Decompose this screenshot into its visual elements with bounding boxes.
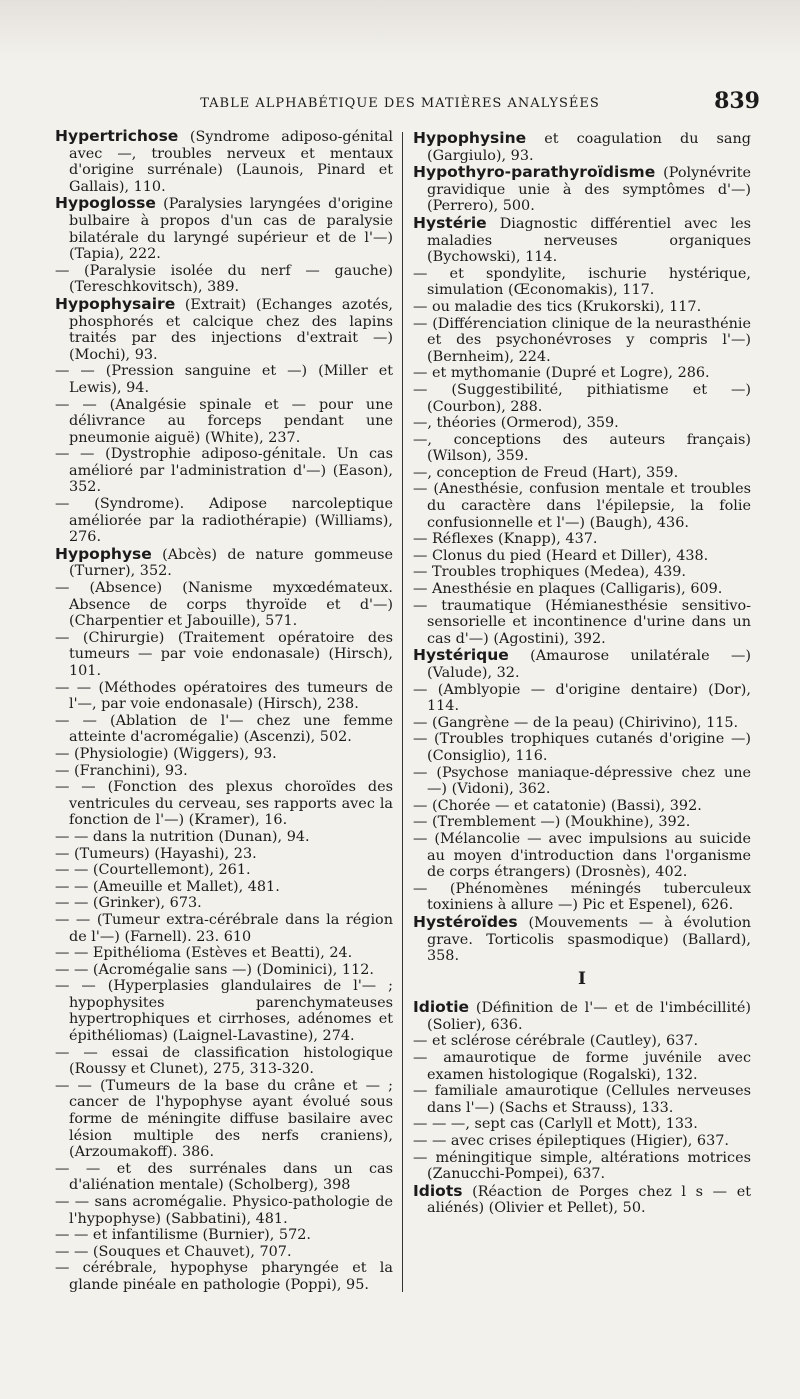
index-subentry bbox=[413, 481, 751, 531]
entry-text: — — (Grinker), 673. bbox=[55, 895, 202, 912]
index-entry bbox=[413, 914, 751, 965]
index-entry bbox=[413, 164, 751, 215]
index-subentry bbox=[413, 682, 751, 715]
entry-text: — — (Méthodes opératoires des tumeurs de l'—, par voie endonasale) (Hirsch), 238. bbox=[55, 679, 393, 713]
entry-text: (Mouvements — à évolution grave. Torticolis spasmodique) (Ballard), 358. bbox=[427, 914, 751, 965]
index-entry bbox=[413, 1183, 751, 1217]
index-subentry bbox=[55, 630, 393, 680]
index-subentry bbox=[413, 598, 751, 648]
index-subentry bbox=[413, 564, 751, 581]
entry-text: (Abcès) de nature gommeuse (Turner), 352. bbox=[69, 546, 393, 580]
index-subentry bbox=[55, 1078, 393, 1161]
entry-text: — — —, sept cas (Carlyll et Mott), 133. bbox=[413, 1116, 698, 1133]
index-subentry bbox=[55, 713, 393, 746]
index-subentry bbox=[413, 1050, 751, 1083]
index-subentry bbox=[413, 531, 751, 548]
entry-text: — (Syndrome). Adipose narcoleptique améliorée par la radiothérapie) (Williams), 276. bbox=[55, 496, 393, 546]
index-subentry bbox=[413, 881, 751, 914]
running-title: TABLE ALPHABÉTIQUE DES MATIÈRES ANALYSÉES bbox=[200, 96, 600, 111]
index-term: Idiotie bbox=[413, 998, 470, 1017]
entry-text: — (Franchini), 93. bbox=[55, 762, 188, 779]
index-subentry bbox=[55, 1260, 393, 1293]
entry-text: — — (Acromégalie sans —) (Dominici), 112. bbox=[55, 961, 374, 978]
entry-text: — (Absence) (Nanisme myxœdémateux. Absence de corps thyroïde et d'—) (Charpentier et Jabouille), 571. bbox=[55, 580, 393, 630]
index-subentry bbox=[55, 446, 393, 496]
index-subentry bbox=[413, 798, 751, 815]
entry-text: — (Psychose maniaque-dépressive chez une —) (Vidoni), 362. bbox=[413, 764, 751, 798]
section-letter: I bbox=[578, 968, 586, 989]
index-term: Hystérique bbox=[413, 646, 509, 665]
entry-text: — (Physiologie) (Wiggers), 93. bbox=[55, 745, 277, 762]
entry-text: — — (Ameuille et Mallet), 481. bbox=[55, 878, 280, 895]
index-subentry bbox=[55, 978, 393, 1044]
page-header bbox=[40, 88, 760, 118]
index-subentry bbox=[413, 831, 751, 881]
index-term: Hypoglosse bbox=[55, 194, 156, 213]
index-subentry bbox=[55, 1045, 393, 1078]
index-entry bbox=[413, 999, 751, 1033]
index-subentry bbox=[413, 299, 751, 316]
index-subentry bbox=[55, 580, 393, 630]
entry-text: — (Gangrène — de la peau) (Chirivino), 115. bbox=[413, 714, 739, 731]
entry-text: — — Epithélioma (Estèves et Beatti), 24. bbox=[55, 945, 353, 962]
entry-text: — (Paralysie isolée du nerf — gauche) (Tereschkovitsch), 389. bbox=[55, 262, 393, 296]
entry-text: (Extrait) (Echanges azotés, phosphorés et calcique chez des lapins traités par des injections d'extrait —) (Mochi), 93. bbox=[69, 296, 393, 363]
index-subentry bbox=[55, 1194, 393, 1227]
index-entry bbox=[55, 195, 393, 262]
entry-text: — — (Fonction des plexus choroïdes des ventricules du cerveau, ses rapports avec la fonction de l'—) (Kramer), 16. bbox=[55, 779, 393, 829]
index-subentry bbox=[413, 415, 751, 432]
index-subentry bbox=[55, 363, 393, 396]
index-term: Hystérie bbox=[413, 213, 487, 232]
index-term: Hypothyro-parathyroïdisme bbox=[413, 163, 656, 182]
index-subentry bbox=[413, 1116, 751, 1133]
index-entry bbox=[413, 215, 751, 266]
index-subentry bbox=[55, 746, 393, 763]
entry-text: — familiale amaurotique (Cellules nerveuses dans l'—) (Sachs et Strauss), 133. bbox=[413, 1083, 751, 1116]
entry-text: et coagulation du sang (Gargiulo), 93. bbox=[427, 131, 751, 164]
column-divider bbox=[402, 132, 403, 1292]
index-subentry bbox=[413, 1033, 751, 1050]
entry-text: — (Anesthésie, confusion mentale et troubles du caractère dans l'épilepsie, la folie confusionnelle et l'—) (Baugh), 436. bbox=[413, 481, 751, 531]
entry-text: — — avec crises épileptiques (Higier), 637. bbox=[413, 1133, 729, 1150]
entry-text: — — (Dystrophie adiposo-génitale. Un cas amélioré par l'administration d'—) (Eason), 352. bbox=[55, 446, 393, 496]
page-edge-shading bbox=[0, 0, 800, 60]
entry-text: — (Tremblement —) (Moukhine), 392. bbox=[413, 814, 691, 831]
index-subentry bbox=[413, 715, 751, 732]
entry-text: —, théories (Ormerod), 359. bbox=[413, 415, 619, 432]
entry-text: — (Troubles trophiques cutanés d'origine —) (Consiglio), 116. bbox=[413, 731, 751, 764]
entry-text: (Syndrome adiposo-génital avec —, troubles nerveux et mentaux d'origine surrénale) (Launois, Pinard et Gallais), 110. bbox=[69, 129, 393, 195]
index-entry bbox=[55, 128, 393, 195]
index-subentry bbox=[55, 862, 393, 879]
entry-text: — Anesthésie en plaques (Calligaris), 609. bbox=[413, 581, 723, 598]
entry-text: — (Phénomènes méningés tuberculeux toxiniens à allure —) Pic et Espenel), 626. bbox=[413, 880, 751, 914]
index-column-right bbox=[413, 130, 751, 1217]
index-entry bbox=[413, 130, 751, 164]
index-entry bbox=[413, 647, 751, 681]
index-subentry bbox=[413, 365, 751, 382]
entry-text: — cérébrale, hypophyse pharyngée et la glande pinéale en pathologie (Poppi), 95. bbox=[55, 1260, 393, 1293]
index-subentry bbox=[55, 912, 393, 945]
index-column-left bbox=[55, 128, 393, 1294]
entry-text: — (Chorée — et catatonie) (Bassi), 392. bbox=[413, 797, 702, 814]
index-subentry bbox=[55, 846, 393, 863]
index-subentry bbox=[413, 266, 751, 299]
entry-text: — — et des surrénales dans un cas d'aliénation mentale) (Scholberg), 398 bbox=[55, 1160, 393, 1194]
entry-text: — Troubles trophiques (Medea), 439. bbox=[413, 564, 687, 581]
entry-text: — — sans acromégalie. Physico-pathologie de l'hypophyse) (Sabbatini), 481. bbox=[55, 1194, 393, 1227]
index-subentry bbox=[55, 680, 393, 713]
page-number: 839 bbox=[714, 88, 760, 114]
entry-text: — — dans la nutrition (Dunan), 94. bbox=[55, 828, 310, 845]
entry-text: (Polynévrite gravidique unie à des symptômes d'—) (Perrero), 500. bbox=[427, 165, 751, 215]
index-subentry bbox=[55, 1244, 393, 1261]
entry-text: — (Mélancolie — avec impulsions au suicide au moyen d'introduction dans l'organisme de corps étrangers) (Drosnès), 402. bbox=[413, 830, 751, 881]
entry-text: (Définition de l'— et de l'imbécillité) (Solier), 636. bbox=[427, 1000, 751, 1033]
entry-text: —, conceptions des auteurs français) (Wilson), 359. bbox=[413, 431, 751, 465]
entry-text: — et mythomanie (Dupré et Logre), 286. bbox=[413, 365, 710, 382]
index-subentry bbox=[413, 581, 751, 598]
index-subentry bbox=[55, 1227, 393, 1244]
entry-text: — ou maladie des tics (Krukorski), 117. bbox=[413, 298, 702, 315]
entry-text: — (Suggestibilité, pithiatisme et —) (Courbon), 288. bbox=[413, 381, 751, 415]
entry-text: — Clonus du pied (Heard et Diller), 438. bbox=[413, 547, 709, 564]
index-term: Hystéroïdes bbox=[413, 912, 518, 931]
entry-text: — — essai de classification histologique (Roussy et Clunet), 275, 313-320. bbox=[55, 1044, 393, 1078]
entry-text: — (Tumeurs) (Hayashi), 23. bbox=[55, 845, 257, 862]
index-subentry bbox=[55, 763, 393, 780]
index-subentry bbox=[55, 879, 393, 896]
entry-text: — (Différenciation clinique de la neurasthénie et des psychonévroses y compris l'—) (Bernheim), 224. bbox=[413, 315, 751, 365]
index-subentry bbox=[413, 465, 751, 482]
entry-text: — (Chirurgie) (Traitement opératoire des tumeurs — par voie endonasale) (Hirsch), 101. bbox=[55, 629, 393, 679]
entry-text: — — (Tumeur extra-cérébrale dans la région de l'—) (Farnell). 23. 610 bbox=[55, 911, 393, 945]
index-subentry bbox=[413, 1133, 751, 1150]
index-entry bbox=[55, 296, 393, 363]
index-subentry bbox=[413, 316, 751, 366]
entry-text: — (Amblyopie — d'origine dentaire) (Dor), 114. bbox=[413, 681, 751, 715]
entry-text: (Amaurose unilatérale —) (Valude), 32. bbox=[427, 648, 751, 681]
entry-text: — — (Hyperplasies glandulaires de l'— ; hypophysites parenchymateuses hypertrophiques et cirrhoses, adénomes et épithéliomas) (Laignel-Lavastine), 274. bbox=[55, 978, 393, 1045]
index-subentry bbox=[55, 397, 393, 447]
entry-text: — — (Souques et Chauvet), 707. bbox=[55, 1243, 292, 1260]
index-subentry bbox=[55, 779, 393, 829]
entry-text: — — (Pression sanguine et —) (Miller et Lewis), 94. bbox=[55, 363, 393, 396]
entry-text: — et spondylite, ischurie hystérique, simulation (Œconomakis), 117. bbox=[413, 265, 751, 299]
index-subentry bbox=[55, 496, 393, 546]
index-subentry bbox=[413, 1083, 751, 1116]
index-subentry bbox=[55, 263, 393, 296]
entry-text: — — (Ablation de l'— chez une femme atteinte d'acromégalie) (Ascenzi), 502. bbox=[55, 712, 393, 746]
index-subentry bbox=[413, 548, 751, 565]
entry-text: — amaurotique de forme juvénile avec examen histologique (Rogalski), 132. bbox=[413, 1050, 751, 1083]
entry-text: — — (Analgésie spinale et — pour une délivrance au forceps pendant une pneumonie aiguë) (White), 237. bbox=[55, 396, 393, 446]
entry-text: (Paralysies laryngées d'origine bulbaire à propos d'un cas de paralysie bilatérale du laryngé supérieur et de l'—) (Tapia), 222. bbox=[69, 196, 393, 263]
entry-text: — traumatique (Hémianesthésie sensitivo-sensorielle et incontinence d'urine dans un cas d'—) (Agostini), 392. bbox=[413, 597, 751, 647]
index-subentry bbox=[55, 895, 393, 912]
index-subentry bbox=[55, 962, 393, 979]
index-subentry bbox=[413, 1150, 751, 1183]
entry-text: — méningitique simple, altérations motrices (Zanucchi-Pompei), 637. bbox=[413, 1149, 751, 1183]
index-term: Hypertrichose bbox=[55, 127, 179, 145]
entry-text: — — et infantilisme (Burnier), 572. bbox=[55, 1227, 311, 1244]
index-subentry bbox=[55, 1161, 393, 1194]
entry-text: — — (Courtellemont), 261. bbox=[55, 862, 251, 879]
index-term: Hypophyse bbox=[55, 544, 152, 563]
index-subentry bbox=[55, 945, 393, 962]
index-subentry bbox=[413, 765, 751, 798]
entry-text: (Réaction de Porges chez l s — et aliénés) (Olivier et Pellet), 50. bbox=[427, 1183, 751, 1217]
index-term: Hypophysaire bbox=[55, 294, 176, 313]
index-subentry bbox=[413, 382, 751, 415]
index-term: Idiots bbox=[413, 1181, 463, 1200]
index-entry bbox=[55, 546, 393, 580]
entry-text: — Réflexes (Knapp), 437. bbox=[413, 531, 598, 548]
index-subentry bbox=[413, 814, 751, 831]
entry-text: — — (Tumeurs de la base du crâne et — ; cancer de l'hypophyse ayant évolué sous forme de méningite diffuse basilaire avec lésion multiple des nerfs craniens), (Arzoumakoff). 386. bbox=[55, 1077, 393, 1161]
index-subentry bbox=[413, 432, 751, 465]
index-subentry bbox=[413, 731, 751, 764]
entry-text: — et sclérose cérébrale (Cautley), 637. bbox=[413, 1033, 699, 1050]
entry-text: —, conception de Freud (Hart), 359. bbox=[413, 464, 679, 481]
index-term: Hypophysine bbox=[413, 129, 527, 147]
index-subentry bbox=[55, 829, 393, 846]
entry-text: Diagnostic différentiel avec les maladies nerveuses organiques (Bychowski), 114. bbox=[427, 215, 751, 266]
